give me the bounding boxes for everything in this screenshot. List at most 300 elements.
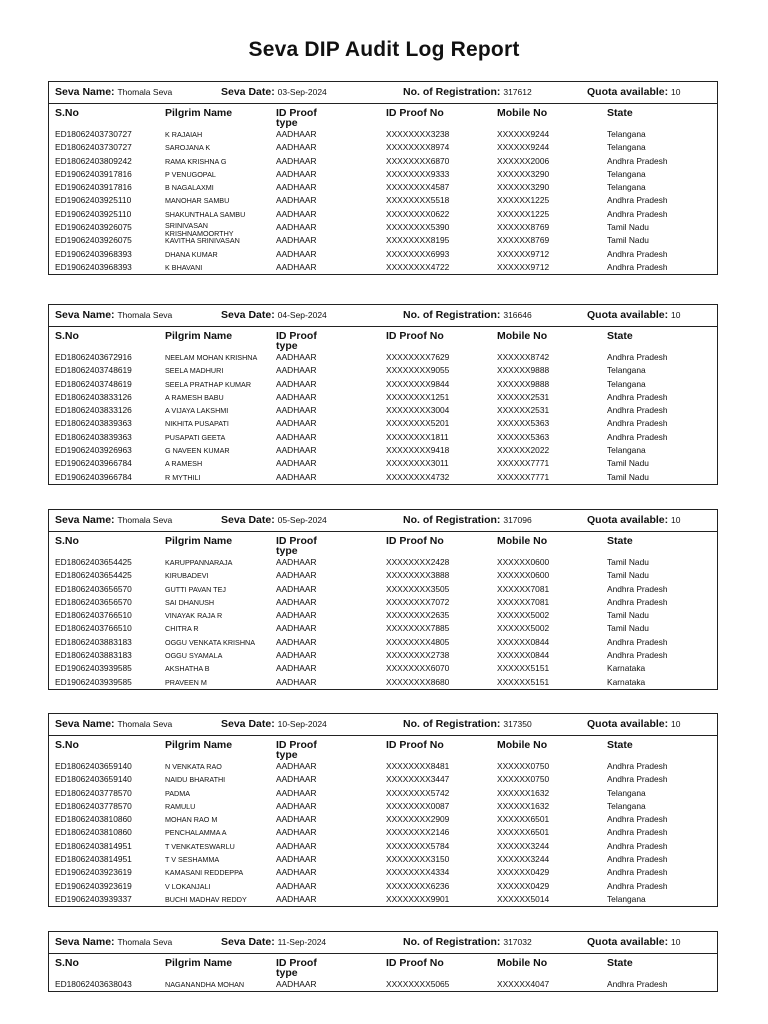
- quota-available-field: [587, 714, 681, 735]
- registration-count-label: No. of Registration:: [403, 86, 501, 98]
- registration-count-label: No. of Registration:: [403, 309, 501, 321]
- cell-id-proof-no: XXXXXXXX3505: [386, 583, 450, 594]
- cell-id-proof-type: AADHAAR: [276, 854, 317, 865]
- cell-state: Andhra Pradesh: [607, 261, 668, 272]
- table-row: [49, 649, 717, 662]
- cell-id-proof-type: AADHAAR: [276, 378, 317, 389]
- quota-available-field: [587, 305, 681, 326]
- cell-id-proof-no: XXXXXXXX3150: [386, 854, 450, 865]
- column-header-id-proof-no: ID Proof No: [386, 957, 444, 969]
- cell-id-proof-no: XXXXXXXX6070: [386, 663, 450, 674]
- cell-pilgrim-name: MOHAN RAO M: [165, 815, 218, 825]
- column-header-sno: S.No: [55, 107, 79, 119]
- cell-state: Telangana: [607, 142, 646, 153]
- registration-count-field: [403, 510, 532, 531]
- table-row: [49, 444, 717, 457]
- cell-id-proof-no: XXXXXXXX5201: [386, 418, 450, 429]
- registration-count-value: 317032: [503, 937, 532, 947]
- column-header-state: State: [607, 107, 633, 119]
- cell-id-proof-no: XXXXXXXX7072: [386, 596, 450, 607]
- table-row: [49, 978, 717, 991]
- cell-pilgrim-name: K BHAVANI: [165, 262, 203, 272]
- cell-sno: ED18062403839363: [55, 431, 132, 442]
- cell-id-proof-no: XXXXXXXX9418: [386, 445, 450, 456]
- cell-id-proof-no: XXXXXXXX9333: [386, 168, 450, 179]
- seva-date-field: [221, 82, 327, 103]
- table-row: [49, 676, 717, 689]
- registration-count-field: [403, 305, 532, 326]
- cell-pilgrim-name: K RAJAIAH: [165, 130, 203, 139]
- cell-sno: ED19062403926075: [55, 222, 132, 233]
- cell-pilgrim-name: SEELA MADHURI: [165, 366, 224, 376]
- seva-section: [48, 713, 718, 907]
- cell-id-proof-no: XXXXXXXX6993: [386, 248, 450, 259]
- cell-id-proof-type: AADHAAR: [276, 610, 317, 621]
- cell-mobile-no: XXXXXX3290: [497, 182, 550, 193]
- table-row: [49, 583, 717, 596]
- cell-id-proof-no: XXXXXXXX3888: [386, 570, 450, 581]
- cell-mobile-no: XXXXXX8769: [497, 235, 550, 246]
- cell-state: Andhra Pradesh: [607, 418, 668, 429]
- cell-mobile-no: XXXXXX7771: [497, 471, 550, 482]
- cell-pilgrim-name: NIKHITA PUSAPATI: [165, 419, 229, 429]
- cell-id-proof-type: AADHAAR: [276, 405, 317, 416]
- cell-state: Andhra Pradesh: [607, 867, 668, 878]
- cell-id-proof-type: AADHAAR: [276, 570, 317, 581]
- cell-mobile-no: XXXXXX2006: [497, 155, 550, 166]
- registration-count-value: 317350: [503, 719, 532, 729]
- quota-available-value: 10: [671, 515, 681, 525]
- seva-date-label: Seva Date:: [221, 309, 275, 321]
- cell-id-proof-no: XXXXXXXX6870: [386, 155, 450, 166]
- cell-state: Andhra Pradesh: [607, 248, 668, 259]
- cell-id-proof-no: XXXXXXXX9844: [386, 378, 450, 389]
- cell-sno: ED18062403839363: [55, 418, 132, 429]
- seva-date-label: Seva Date:: [221, 718, 275, 730]
- cell-state: Tamil Nadu: [607, 458, 649, 469]
- column-header-pilgrim-name: Pilgrim Name: [165, 957, 233, 969]
- cell-id-proof-type: AADHAAR: [276, 458, 317, 469]
- table-row: [49, 609, 717, 622]
- cell-state: Andhra Pradesh: [607, 155, 668, 166]
- seva-date-value: 05-Sep-2024: [277, 515, 327, 525]
- registration-count-label: No. of Registration:: [403, 514, 501, 526]
- quota-available-label: Quota available:: [587, 86, 669, 98]
- cell-id-proof-type: AADHAAR: [276, 248, 317, 259]
- cell-state: Andhra Pradesh: [607, 774, 668, 785]
- cell-pilgrim-name: NAIDU BHARATHI: [165, 775, 226, 785]
- cell-mobile-no: XXXXXX4047: [497, 979, 550, 989]
- cell-state: Andhra Pradesh: [607, 431, 668, 442]
- cell-id-proof-no: XXXXXXXX4587: [386, 182, 450, 193]
- cell-id-proof-type: AADHAAR: [276, 623, 317, 634]
- cell-id-proof-type: AADHAAR: [276, 471, 317, 482]
- seva-date-value: 10-Sep-2024: [277, 719, 327, 729]
- cell-state: Telangana: [607, 182, 646, 193]
- registration-count-label: No. of Registration:: [403, 936, 501, 948]
- cell-id-proof-no: XXXXXXXX2738: [386, 650, 450, 661]
- cell-mobile-no: XXXXXX0600: [497, 557, 550, 567]
- cell-state: Andhra Pradesh: [607, 636, 668, 647]
- seva-section: [48, 509, 718, 690]
- cell-state: Telangana: [607, 800, 646, 811]
- cell-state: Telangana: [607, 787, 646, 798]
- cell-mobile-no: XXXXXX8742: [497, 352, 550, 362]
- seva-section-box: [48, 509, 718, 690]
- column-header-id-proof-no: ID Proof No: [386, 535, 444, 547]
- cell-pilgrim-name: GUTTI PAVAN TEJ: [165, 584, 226, 594]
- column-headers: [49, 532, 717, 556]
- cell-state: Karnataka: [607, 663, 646, 674]
- table-row: [49, 261, 717, 274]
- table-body: [49, 556, 717, 689]
- seva-name-value: Thomala Seva: [117, 719, 173, 729]
- table-row: [49, 826, 717, 839]
- cell-id-proof-type: AADHAAR: [276, 195, 317, 206]
- quota-available-field: [587, 932, 681, 953]
- column-header-id-proof-type: ID Proof type: [276, 107, 317, 129]
- table-row: [49, 853, 717, 866]
- registration-count-field: [403, 82, 532, 103]
- table-body: [49, 351, 717, 484]
- cell-pilgrim-name: PRAVEEN M: [165, 677, 207, 687]
- table-row: [49, 128, 717, 141]
- seva-header: [49, 714, 717, 736]
- cell-id-proof-type: AADHAAR: [276, 800, 317, 811]
- cell-sno: ED19062403926075: [55, 235, 132, 246]
- cell-sno: ED18062403766510: [55, 623, 132, 634]
- cell-pilgrim-name: T VENKATESWARLU: [165, 841, 235, 851]
- table-row: [49, 194, 717, 207]
- cell-pilgrim-name: SAROJANA K: [165, 143, 211, 153]
- table-row: [49, 662, 717, 675]
- cell-sno: ED18062403638043: [55, 979, 132, 989]
- cell-id-proof-type: AADHAAR: [276, 182, 317, 193]
- cell-pilgrim-name: P VENUGOPAL: [165, 169, 216, 179]
- cell-id-proof-type: AADHAAR: [276, 761, 317, 771]
- cell-sno: ED18062403809242: [55, 155, 132, 166]
- cell-id-proof-no: XXXXXXXX3447: [386, 774, 450, 785]
- cell-id-proof-type: AADHAAR: [276, 787, 317, 798]
- cell-state: Andhra Pradesh: [607, 391, 668, 402]
- cell-sno: ED18062403778570: [55, 800, 132, 811]
- cell-pilgrim-name: BUCHI MADHAV REDDY: [165, 894, 247, 904]
- cell-pilgrim-name: PUSAPATI GEETA: [165, 432, 226, 442]
- cell-sno: ED18062403778570: [55, 787, 132, 798]
- cell-id-proof-no: XXXXXXXX5390: [386, 222, 450, 233]
- cell-mobile-no: XXXXXX7081: [497, 583, 550, 594]
- cell-mobile-no: XXXXXX0844: [497, 636, 550, 647]
- cell-sno: ED18062403659140: [55, 761, 132, 771]
- cell-id-proof-no: XXXXXXXX8680: [386, 676, 450, 687]
- cell-mobile-no: XXXXXX6501: [497, 827, 550, 838]
- cell-pilgrim-name: NEELAM MOHAN KRISHNA: [165, 353, 258, 362]
- cell-id-proof-type: AADHAAR: [276, 208, 317, 219]
- table-row: [49, 404, 717, 417]
- cell-id-proof-type: AADHAAR: [276, 979, 317, 989]
- cell-id-proof-no: XXXXXXXX0622: [386, 208, 450, 219]
- column-header-id-proof-no: ID Proof No: [386, 330, 444, 342]
- cell-id-proof-no: XXXXXXXX2428: [386, 557, 450, 567]
- cell-mobile-no: XXXXXX3244: [497, 854, 550, 865]
- cell-id-proof-no: XXXXXXXX5518: [386, 195, 450, 206]
- column-header-id-proof-type: ID Proof type: [276, 957, 317, 979]
- quota-available-label: Quota available:: [587, 514, 669, 526]
- cell-id-proof-type: AADHAAR: [276, 663, 317, 674]
- cell-pilgrim-name: SEELA PRATHAP KUMAR: [165, 379, 252, 389]
- cell-pilgrim-name: NAGANANDHA MOHAN: [165, 980, 245, 989]
- seva-name-field: [55, 82, 172, 103]
- cell-mobile-no: XXXXXX9712: [497, 248, 550, 259]
- seva-section-box: [48, 931, 718, 992]
- seva-name-label: Seva Name:: [55, 86, 115, 98]
- cell-id-proof-type: AADHAAR: [276, 418, 317, 429]
- cell-state: Telangana: [607, 378, 646, 389]
- column-header-pilgrim-name: Pilgrim Name: [165, 330, 233, 342]
- table-row: [49, 457, 717, 470]
- cell-id-proof-type: AADHAAR: [276, 222, 317, 233]
- seva-name-field: [55, 714, 172, 735]
- column-headers: [49, 954, 717, 978]
- column-header-id-proof-type: ID Proof type: [276, 535, 317, 557]
- column-header-mobile-no: Mobile No: [497, 107, 548, 119]
- cell-pilgrim-name: KAVITHA SRINIVASAN: [165, 236, 240, 246]
- cell-id-proof-type: AADHAAR: [276, 431, 317, 442]
- seva-name-label: Seva Name:: [55, 936, 115, 948]
- cell-sno: ED18062403656570: [55, 583, 132, 594]
- cell-pilgrim-name: B NAGALAXMI: [165, 183, 214, 193]
- cell-state: Andhra Pradesh: [607, 208, 668, 219]
- cell-id-proof-type: AADHAAR: [276, 129, 317, 139]
- column-header-mobile-no: Mobile No: [497, 330, 548, 342]
- cell-mobile-no: XXXXXX0429: [497, 867, 550, 878]
- cell-id-proof-no: XXXXXXXX2146: [386, 827, 450, 838]
- quota-available-label: Quota available:: [587, 936, 669, 948]
- seva-name-label: Seva Name:: [55, 718, 115, 730]
- cell-id-proof-no: XXXXXXXX8481: [386, 761, 450, 771]
- cell-sno: ED18062403814951: [55, 854, 132, 865]
- cell-sno: ED19062403917816: [55, 182, 132, 193]
- cell-state: Tamil Nadu: [607, 235, 649, 246]
- column-header-mobile-no: Mobile No: [497, 957, 548, 969]
- cell-sno: ED18062403810860: [55, 827, 132, 838]
- table-row: [49, 391, 717, 404]
- quota-available-value: 10: [671, 719, 681, 729]
- cell-pilgrim-name: SHAKUNTHALA SAMBU: [165, 209, 246, 219]
- cell-state: Andhra Pradesh: [607, 979, 668, 989]
- table-row: [49, 840, 717, 853]
- cell-mobile-no: XXXXXX5151: [497, 663, 550, 674]
- cell-id-proof-no: XXXXXXXX9901: [386, 893, 450, 904]
- column-header-state: State: [607, 739, 633, 751]
- table-row: [49, 880, 717, 893]
- cell-state: Andhra Pradesh: [607, 854, 668, 865]
- table-body: [49, 978, 717, 991]
- cell-sno: ED19062403939585: [55, 676, 132, 687]
- cell-id-proof-no: XXXXXXXX8974: [386, 142, 450, 153]
- cell-sno: ED18062403659140: [55, 774, 132, 785]
- cell-state: Telangana: [607, 893, 646, 904]
- cell-pilgrim-name: V LOKANJALI: [165, 881, 211, 891]
- cell-id-proof-no: XXXXXXXX8195: [386, 235, 450, 246]
- table-row: [49, 813, 717, 826]
- cell-sno: ED18062403766510: [55, 610, 132, 621]
- cell-pilgrim-name: VINAYAK RAJA R: [165, 611, 223, 621]
- column-headers: [49, 736, 717, 760]
- registration-count-value: 316646: [503, 310, 532, 320]
- cell-id-proof-no: XXXXXXXX4334: [386, 867, 450, 878]
- column-header-pilgrim-name: Pilgrim Name: [165, 107, 233, 119]
- cell-id-proof-type: AADHAAR: [276, 814, 317, 825]
- cell-mobile-no: XXXXXX9244: [497, 129, 550, 139]
- table-row: [49, 787, 717, 800]
- cell-state: Tamil Nadu: [607, 471, 649, 482]
- quota-available-label: Quota available:: [587, 718, 669, 730]
- cell-pilgrim-name: OGGU VENKATA KRISHNA: [165, 637, 255, 647]
- cell-id-proof-type: AADHAAR: [276, 893, 317, 904]
- cell-state: Tamil Nadu: [607, 222, 649, 233]
- cell-sno: ED19062403968393: [55, 248, 132, 259]
- cell-state: Andhra Pradesh: [607, 352, 668, 362]
- registration-count-field: [403, 932, 532, 953]
- seva-section: [48, 304, 718, 485]
- seva-header: [49, 932, 717, 954]
- cell-mobile-no: XXXXXX9888: [497, 365, 550, 376]
- seva-date-value: 11-Sep-2024: [277, 937, 327, 947]
- cell-id-proof-type: AADHAAR: [276, 261, 317, 272]
- cell-state: Andhra Pradesh: [607, 840, 668, 851]
- cell-id-proof-type: AADHAAR: [276, 352, 317, 362]
- quota-available-field: [587, 82, 681, 103]
- cell-id-proof-no: XXXXXXXX1251: [386, 391, 450, 402]
- cell-mobile-no: XXXXXX1225: [497, 208, 550, 219]
- table-row: [49, 155, 717, 168]
- cell-pilgrim-name: KARUPPANNARAJA: [165, 558, 233, 567]
- seva-date-label: Seva Date:: [221, 86, 275, 98]
- cell-id-proof-type: AADHAAR: [276, 774, 317, 785]
- cell-id-proof-no: XXXXXXXX7629: [386, 352, 450, 362]
- table-row: [49, 417, 717, 430]
- cell-mobile-no: XXXXXX5002: [497, 623, 550, 634]
- cell-id-proof-type: AADHAAR: [276, 235, 317, 246]
- cell-id-proof-type: AADHAAR: [276, 840, 317, 851]
- cell-sno: ED18062403883183: [55, 636, 132, 647]
- table-row: [49, 234, 717, 247]
- seva-date-field: [221, 305, 327, 326]
- seva-name-label: Seva Name:: [55, 309, 115, 321]
- table-row: [49, 800, 717, 813]
- cell-state: Andhra Pradesh: [607, 596, 668, 607]
- cell-id-proof-no: XXXXXXXX3011: [386, 458, 449, 469]
- cell-id-proof-no: XXXXXXXX3238: [386, 129, 450, 139]
- cell-id-proof-no: XXXXXXXX7885: [386, 623, 450, 634]
- column-header-mobile-no: Mobile No: [497, 739, 548, 751]
- seva-section: [48, 81, 718, 275]
- cell-id-proof-no: XXXXXXXX2635: [386, 610, 450, 621]
- cell-mobile-no: XXXXXX0429: [497, 880, 550, 891]
- cell-pilgrim-name: CHITRA R: [165, 624, 199, 634]
- report-title: Seva DIP Audit Log Report: [248, 38, 520, 61]
- cell-state: Andhra Pradesh: [607, 195, 668, 206]
- cell-id-proof-no: XXXXXXXX4805: [386, 636, 450, 647]
- table-row: [49, 596, 717, 609]
- column-header-mobile-no: Mobile No: [497, 535, 548, 547]
- cell-state: Tamil Nadu: [607, 557, 649, 567]
- table-row: [49, 141, 717, 154]
- cell-state: Andhra Pradesh: [607, 761, 668, 771]
- cell-mobile-no: XXXXXX9712: [497, 261, 550, 272]
- column-header-id-proof-type: ID Proof type: [276, 739, 317, 761]
- cell-sno: ED18062403883183: [55, 650, 132, 661]
- cell-id-proof-no: XXXXXXXX4722: [386, 261, 450, 272]
- cell-id-proof-type: AADHAAR: [276, 880, 317, 891]
- cell-id-proof-no: XXXXXXXX5065: [386, 979, 450, 989]
- registration-count-value: 317612: [503, 87, 532, 97]
- cell-sno: ED18062403748619: [55, 378, 132, 389]
- cell-state: Andhra Pradesh: [607, 405, 668, 416]
- table-row: [49, 866, 717, 879]
- cell-sno: ED18062403654425: [55, 570, 132, 581]
- cell-sno: ED18062403654425: [55, 557, 132, 567]
- cell-id-proof-type: AADHAAR: [276, 445, 317, 456]
- cell-id-proof-type: AADHAAR: [276, 596, 317, 607]
- column-header-id-proof-no: ID Proof No: [386, 739, 444, 751]
- seva-section: [48, 931, 718, 992]
- cell-id-proof-no: XXXXXXXX9055: [386, 365, 450, 376]
- cell-pilgrim-name: A VIJAYA LAKSHMI: [165, 406, 229, 416]
- cell-sno: ED19062403939337: [55, 893, 132, 904]
- table-row: [49, 893, 717, 906]
- cell-id-proof-type: AADHAAR: [276, 557, 317, 567]
- cell-id-proof-no: XXXXXXXX4732: [386, 471, 450, 482]
- cell-mobile-no: XXXXXX5002: [497, 610, 550, 621]
- seva-date-value: 03-Sep-2024: [277, 87, 327, 97]
- table-body: [49, 128, 717, 274]
- cell-mobile-no: XXXXXX2022: [497, 445, 550, 456]
- cell-state: Andhra Pradesh: [607, 880, 668, 891]
- cell-state: Tamil Nadu: [607, 570, 649, 581]
- cell-pilgrim-name: A RAMESH BABU: [165, 392, 224, 402]
- cell-mobile-no: XXXXXX3290: [497, 168, 550, 179]
- cell-id-proof-type: AADHAAR: [276, 636, 317, 647]
- cell-sno: ED19062403925110: [55, 195, 132, 206]
- seva-date-value: 04-Sep-2024: [277, 310, 327, 320]
- cell-sno: ED19062403966784: [55, 471, 132, 482]
- cell-mobile-no: XXXXXX5151: [497, 676, 550, 687]
- cell-mobile-no: XXXXXX0600: [497, 570, 550, 581]
- cell-id-proof-no: XXXXXXXX6236: [386, 880, 450, 891]
- table-row: [49, 556, 717, 569]
- cell-mobile-no: XXXXXX5363: [497, 418, 550, 429]
- registration-count-label: No. of Registration:: [403, 718, 501, 730]
- table-row: [49, 220, 717, 238]
- table-row: [49, 636, 717, 649]
- cell-mobile-no: XXXXXX1632: [497, 800, 550, 811]
- cell-pilgrim-name: AKSHATHA B: [165, 664, 210, 674]
- table-row: [49, 351, 717, 364]
- seva-name-field: [55, 932, 172, 953]
- cell-id-proof-type: AADHAAR: [276, 142, 317, 153]
- seva-section-box: [48, 304, 718, 485]
- cell-sno: ED19062403939585: [55, 663, 132, 674]
- cell-sno: ED18062403833126: [55, 405, 132, 416]
- seva-date-label: Seva Date:: [221, 514, 275, 526]
- seva-name-value: Thomala Seva: [117, 310, 173, 320]
- cell-state: Tamil Nadu: [607, 610, 649, 621]
- column-header-state: State: [607, 535, 633, 547]
- cell-sno: ED18062403833126: [55, 391, 132, 402]
- cell-mobile-no: XXXXXX7081: [497, 596, 550, 607]
